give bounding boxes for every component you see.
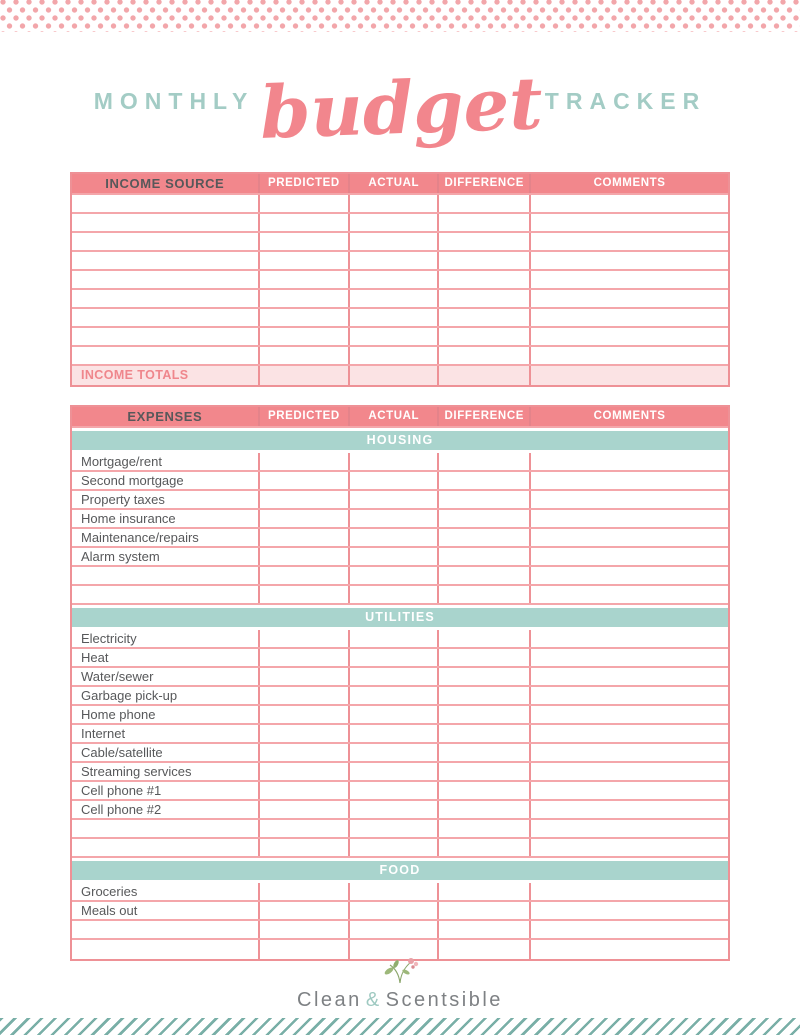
table-cell (258, 630, 349, 647)
table-cell (72, 252, 258, 269)
table-cell (437, 252, 529, 269)
table-cell (258, 782, 349, 799)
table-cell (258, 763, 349, 780)
table-row (72, 649, 728, 668)
table-cell (72, 921, 258, 938)
table-cell (529, 453, 728, 470)
table-cell (529, 529, 728, 546)
table-cell (72, 233, 258, 250)
table-cell (258, 510, 349, 527)
row-label: Groceries (81, 883, 138, 899)
table-cell (348, 649, 437, 666)
table-cell (348, 453, 437, 470)
table-cell (348, 529, 437, 546)
table-cell (258, 725, 349, 742)
table-row (72, 233, 728, 252)
table-cell (348, 233, 437, 250)
table-cell (529, 921, 728, 938)
header-row (72, 407, 728, 428)
table-cell (437, 649, 529, 666)
table-cell (529, 744, 728, 761)
table-row (72, 902, 728, 921)
table-cell (348, 883, 437, 900)
table-cell (348, 548, 437, 565)
row-label: Garbage pick-up (81, 687, 178, 703)
table-cell (437, 271, 529, 288)
expense-table (70, 405, 730, 961)
title-budget-script: budget (258, 60, 545, 156)
column-header: INCOME SOURCE (105, 175, 225, 191)
table-row (72, 921, 728, 940)
table-cell (348, 782, 437, 799)
table-row (72, 548, 728, 567)
row-label: Water/sewer (81, 668, 154, 684)
table-cell (72, 271, 258, 288)
table-cell (437, 782, 529, 799)
row-label: Electricity (81, 630, 137, 646)
table-cell (529, 472, 728, 489)
row-label: Home phone (81, 706, 156, 722)
table-cell (258, 744, 349, 761)
row-label: Second mortgage (81, 472, 184, 488)
table-cell (437, 744, 529, 761)
table-cell (348, 630, 437, 647)
table-row (72, 883, 728, 902)
table-cell (529, 233, 728, 250)
table-row (72, 195, 728, 214)
column-header: COMMENTS (529, 407, 728, 426)
table-cell (437, 529, 529, 546)
section-header-food: FOOD (72, 861, 728, 880)
row-label: Meals out (81, 902, 138, 918)
table-cell (258, 233, 349, 250)
table-cell (348, 725, 437, 742)
table-cell (348, 839, 437, 856)
table-row (72, 801, 728, 820)
brand-first-word: Clean (297, 988, 362, 1011)
section-header-utilities: UTILITIES (72, 608, 728, 627)
table-cell (72, 567, 258, 584)
table-cell (258, 668, 349, 685)
table-cell (529, 902, 728, 919)
table-cell (348, 472, 437, 489)
table-cell (529, 347, 728, 364)
table-cell (437, 839, 529, 856)
table-cell (437, 630, 529, 647)
table-row (72, 725, 728, 744)
table-row (72, 214, 728, 233)
table-cell (258, 687, 349, 704)
table-cell (258, 195, 349, 212)
table-cell (437, 725, 529, 742)
table-cell (437, 921, 529, 938)
table-cell (437, 347, 529, 364)
table-cell (437, 453, 529, 470)
table-row (72, 252, 728, 271)
table-cell (437, 472, 529, 489)
table-row (72, 529, 728, 548)
table-cell (529, 940, 728, 959)
table-cell (348, 763, 437, 780)
column-header: PREDICTED (258, 407, 349, 426)
top-polka-dot-border (0, 0, 800, 32)
column-header: ACTUAL (348, 407, 437, 426)
table-row (72, 309, 728, 328)
table-cell (529, 366, 728, 385)
table-cell (258, 883, 349, 900)
table-cell (529, 328, 728, 345)
table-cell (437, 902, 529, 919)
table-row (72, 290, 728, 309)
table-row (72, 668, 728, 687)
table-row (72, 567, 728, 586)
column-header: DIFFERENCE (437, 174, 529, 193)
table-cell (258, 839, 349, 856)
row-label: Cell phone #2 (81, 801, 162, 817)
table-cell (348, 586, 437, 603)
row-label: Cable/satellite (81, 744, 163, 760)
row-label: Mortgage/rent (81, 453, 162, 469)
table-cell (437, 548, 529, 565)
table-cell (258, 328, 349, 345)
table-row (72, 630, 728, 649)
table-cell (72, 195, 258, 212)
header-row (72, 174, 728, 195)
table-row (72, 839, 728, 858)
table-cell (258, 472, 349, 489)
table-cell (437, 366, 529, 385)
table-cell (258, 940, 349, 959)
table-cell (348, 214, 437, 231)
table-cell (348, 309, 437, 326)
table-cell (348, 744, 437, 761)
table-cell (529, 687, 728, 704)
table-cell (348, 271, 437, 288)
title-tracker: TRACKER (544, 88, 707, 115)
row-label: Property taxes (81, 491, 165, 507)
table-cell (258, 902, 349, 919)
table-cell (348, 195, 437, 212)
column-header: DIFFERENCE (437, 407, 529, 426)
table-row (72, 491, 728, 510)
table-cell (258, 801, 349, 818)
table-cell (72, 290, 258, 307)
table-cell (72, 940, 258, 959)
table-cell (258, 366, 349, 385)
row-label: Streaming services (81, 763, 192, 779)
table-cell (72, 328, 258, 345)
table-cell (72, 214, 258, 231)
floral-sprig-icon (377, 956, 423, 989)
column-header: ACTUAL (348, 174, 437, 193)
footer-brand (0, 961, 800, 1018)
row-label: Heat (81, 649, 109, 665)
table-cell (348, 347, 437, 364)
table-cell (529, 214, 728, 231)
income-totals-row (72, 366, 728, 385)
table-cell (258, 290, 349, 307)
table-cell (72, 586, 258, 603)
table-cell (437, 510, 529, 527)
table-row (72, 763, 728, 782)
table-cell (258, 820, 349, 837)
table-cell (437, 586, 529, 603)
title-monthly: MONTHLY (93, 88, 255, 115)
table-cell (348, 668, 437, 685)
table-cell (258, 567, 349, 584)
table-cell (529, 839, 728, 856)
table-row (72, 820, 728, 839)
table-cell (529, 725, 728, 742)
table-cell (529, 782, 728, 799)
row-label: Alarm system (81, 548, 160, 564)
table-cell (437, 801, 529, 818)
row-label: Maintenance/repairs (81, 529, 199, 545)
table-cell (72, 820, 258, 837)
table-cell (529, 491, 728, 508)
table-cell (348, 902, 437, 919)
table-cell (529, 820, 728, 837)
table-cell (529, 309, 728, 326)
table-cell (72, 347, 258, 364)
table-row (72, 782, 728, 801)
table-cell (258, 252, 349, 269)
table-cell (348, 567, 437, 584)
row-label: Home insurance (81, 510, 176, 526)
table-cell (529, 567, 728, 584)
table-cell (258, 271, 349, 288)
table-cell (258, 706, 349, 723)
table-cell (258, 921, 349, 938)
table-cell (348, 820, 437, 837)
table-cell (437, 668, 529, 685)
row-label: Cell phone #1 (81, 782, 162, 798)
table-cell (72, 839, 258, 856)
table-cell (529, 510, 728, 527)
brand-ampersand: & (365, 988, 382, 1011)
table-row (72, 706, 728, 725)
table-cell (258, 586, 349, 603)
table-cell (437, 706, 529, 723)
table-cell (529, 586, 728, 603)
table-cell (529, 271, 728, 288)
table-cell (529, 630, 728, 647)
table-cell (437, 195, 529, 212)
column-header: PREDICTED (258, 174, 349, 193)
table-cell (348, 921, 437, 938)
table-cell (437, 820, 529, 837)
table-cell (437, 567, 529, 584)
table-cell (529, 649, 728, 666)
table-cell (529, 706, 728, 723)
table-row (72, 453, 728, 472)
table-row (72, 510, 728, 529)
table-cell (258, 347, 349, 364)
table-cell (258, 491, 349, 508)
table-row (72, 347, 728, 366)
income-totals-label: INCOME TOTALS (81, 368, 189, 383)
table-row (72, 472, 728, 491)
table-cell (258, 453, 349, 470)
table-cell (529, 548, 728, 565)
table-row (72, 586, 728, 605)
table-cell (258, 309, 349, 326)
table-cell (72, 309, 258, 326)
table-cell (529, 883, 728, 900)
table-cell (348, 687, 437, 704)
bottom-stripe-border (0, 1018, 800, 1035)
table-cell (348, 366, 437, 385)
table-cell (348, 801, 437, 818)
brand-second-word: Scentsible (385, 988, 503, 1011)
table-cell (348, 328, 437, 345)
table-row (72, 687, 728, 706)
table-cell (437, 214, 529, 231)
brand-name (297, 989, 503, 1012)
table-cell (348, 491, 437, 508)
table-cell (258, 649, 349, 666)
table-cell (258, 214, 349, 231)
column-header: COMMENTS (529, 174, 728, 193)
table-cell (529, 763, 728, 780)
table-cell (529, 801, 728, 818)
table-cell (437, 328, 529, 345)
table-cell (348, 706, 437, 723)
table-cell (437, 763, 529, 780)
table-cell (258, 529, 349, 546)
table-cell (437, 491, 529, 508)
table-cell (437, 290, 529, 307)
table-cell (529, 668, 728, 685)
page-title (0, 32, 800, 172)
table-cell (437, 940, 529, 959)
table-cell (529, 252, 728, 269)
table-cell (437, 309, 529, 326)
table-cell (258, 548, 349, 565)
table-cell (437, 687, 529, 704)
table-row (72, 744, 728, 763)
column-header: EXPENSES (127, 408, 203, 424)
table-cell (348, 290, 437, 307)
section-header-housing: HOUSING (72, 431, 728, 450)
table-row (72, 271, 728, 290)
table-cell (437, 883, 529, 900)
table-cell (529, 195, 728, 212)
table-cell (529, 290, 728, 307)
table-cell (437, 233, 529, 250)
table-cell (348, 252, 437, 269)
table-cell (348, 510, 437, 527)
table-row (72, 328, 728, 347)
income-table (70, 172, 730, 387)
row-label: Internet (81, 725, 126, 741)
